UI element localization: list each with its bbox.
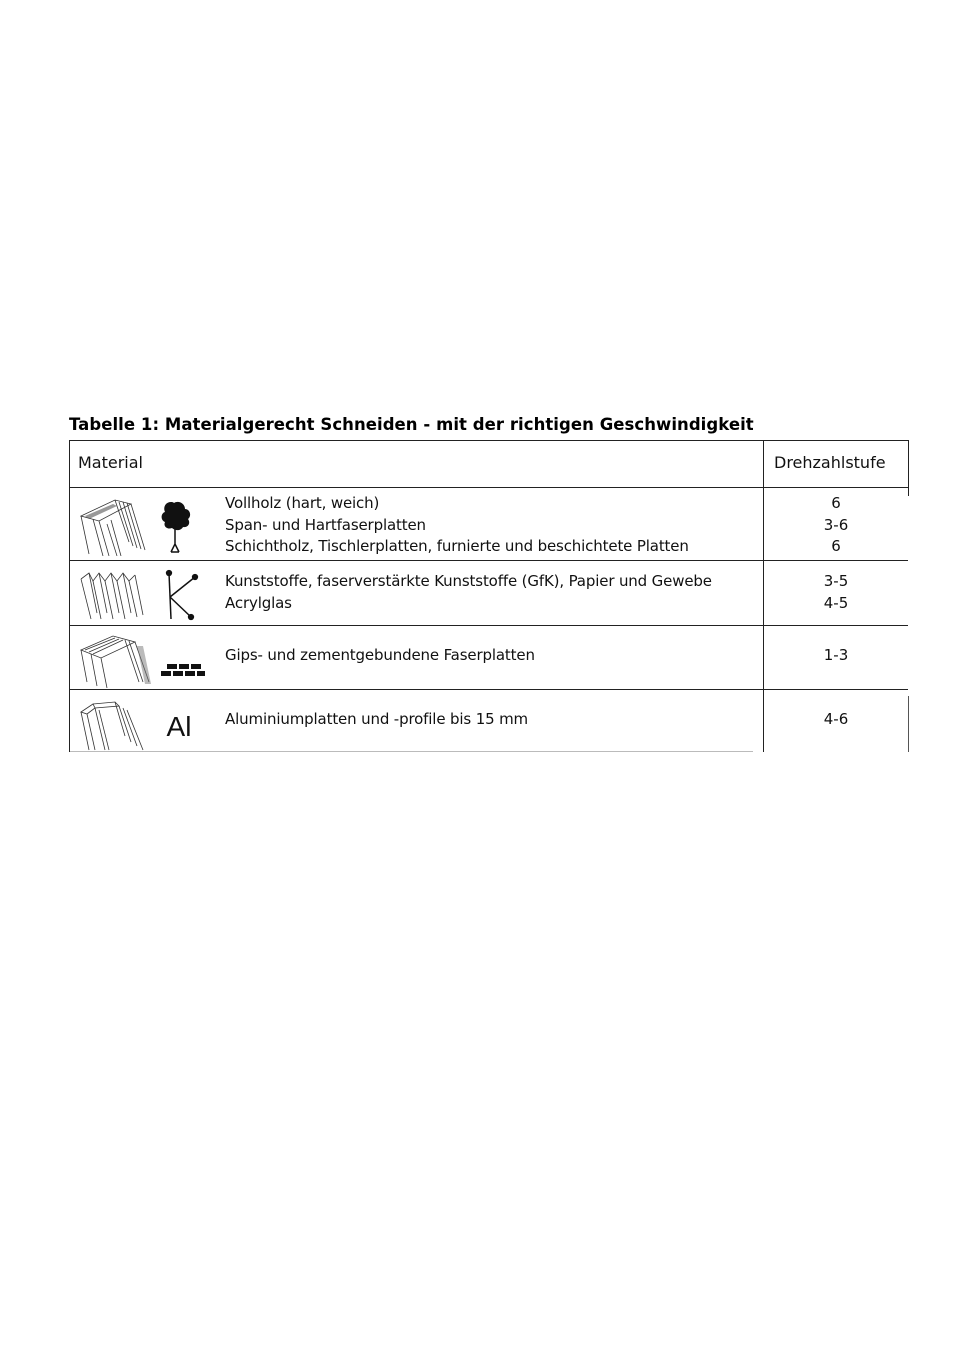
table-title: Tabelle 1: Materialgerecht Schneiden - mit der richtigen Geschwindigkeit [69, 415, 754, 434]
header-speed: Drehzahlstufe [774, 453, 886, 472]
material-line: Gips- und zementgebundene Faserplatten [225, 646, 535, 664]
speed-value: 1-3 [823, 646, 849, 664]
plastics-speeds [763, 571, 909, 614]
header-material: Material [78, 453, 143, 472]
material-speed-table [69, 440, 909, 752]
table-row-aluminium [69, 690, 909, 751]
table-row-wood [69, 488, 909, 560]
wood-speeds [763, 493, 909, 558]
brick-icon [79, 632, 211, 688]
speed-value: 3-6 [823, 515, 849, 534]
aluminium-icon [79, 696, 211, 752]
plastic-molecule-icon [79, 567, 211, 623]
material-line: Kunststoffe, faserverstärkte Kunststoffe (GfK), Papier und Gewebe [225, 572, 712, 590]
aluminium-materials [225, 709, 528, 731]
wood-materials [225, 493, 689, 558]
table-top-border [69, 440, 909, 441]
speed-value: 4-6 [823, 710, 849, 728]
material-line: Span- und Hartfaserplatten [225, 515, 426, 534]
speed-value: 6 [831, 537, 841, 555]
aluminium-speeds [763, 709, 909, 731]
plastics-materials [225, 571, 712, 614]
gypsum-materials [225, 645, 535, 667]
material-line: Aluminiumplatten und -profile bis 15 mm [225, 710, 529, 728]
gypsum-speeds [763, 645, 909, 667]
material-line: Acrylglas [225, 593, 292, 612]
wood-tree-icon [79, 494, 211, 556]
table-row-gypsum [69, 626, 909, 689]
aluminium-symbol: Al [166, 711, 192, 742]
speed-value: 4-5 [823, 593, 849, 612]
table-row-plastics [69, 561, 909, 625]
speed-value: 3-5 [823, 572, 849, 590]
material-line: Schichtholz, Tischlerplatten, furnierte und beschichtete Platten [225, 537, 689, 555]
material-line: Vollholz (hart, weich) [225, 494, 380, 512]
speed-value: 6 [831, 494, 841, 512]
